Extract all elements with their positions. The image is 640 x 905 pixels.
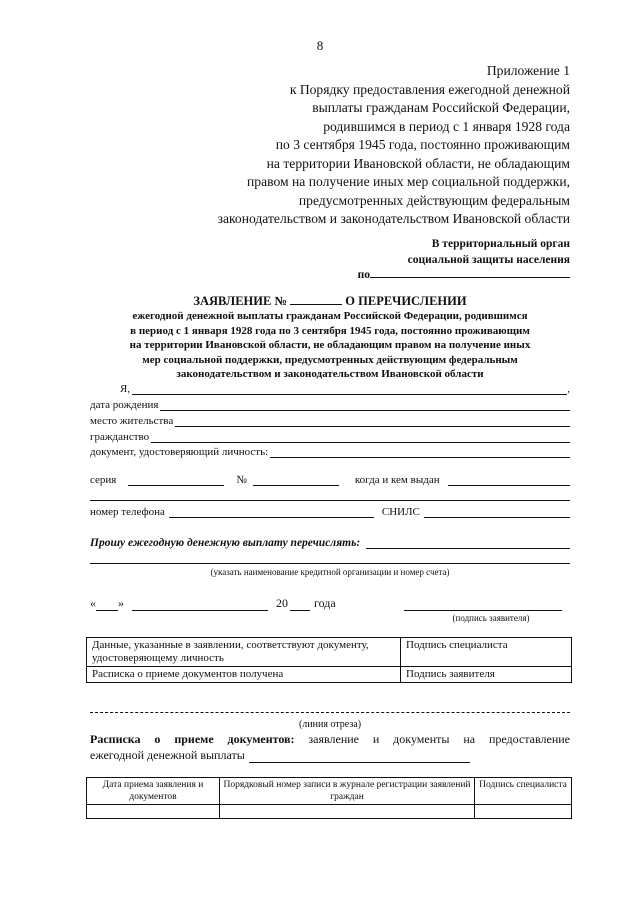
appendix-header	[150, 62, 570, 229]
id-doc-label: документ, удостоверяющий личность:	[90, 446, 269, 458]
passport-continuation-line[interactable]	[90, 500, 570, 501]
bank-hint: (указать наименование кредитной организации и номер счета)	[210, 567, 450, 577]
receipt-signature-header: Подпись специалиста	[475, 778, 572, 805]
comma-label: ,	[567, 383, 570, 395]
title-sub-line: законодательством и законодательством Ивановской области	[176, 368, 484, 380]
birth-date-field[interactable]	[90, 399, 570, 411]
appendix-line: выплаты гражданам Российской Федерации,	[312, 100, 570, 115]
snils-label: СНИЛС	[381, 506, 420, 518]
cut-line-label: (линия отреза)	[298, 719, 362, 730]
title-main-right: О ПЕРЕЧИСЛЕНИИ	[345, 294, 467, 308]
passport-row	[90, 474, 570, 486]
addressee-line: социальной защиты населения	[407, 254, 570, 266]
receipt-signature-cell[interactable]	[475, 805, 572, 819]
addressee-block	[270, 236, 570, 268]
page-number: 8	[316, 38, 324, 53]
id-document-field[interactable]	[90, 446, 570, 458]
appendix-line: к Порядку предоставления ежегодной денежной	[289, 81, 570, 97]
receipt-register-cell[interactable]	[220, 805, 475, 819]
po-label: по	[357, 269, 370, 281]
request-label: Прошу ежегодную денежную выплату перечислять:	[90, 537, 361, 549]
residence-label: место жительства	[90, 415, 174, 427]
quote-open: «	[90, 596, 96, 610]
receipt-heading	[90, 732, 570, 747]
receipt-date-header: Дата приема заявления и документов	[87, 778, 220, 805]
issued-field[interactable]	[448, 474, 570, 486]
birth-label: дата рождения	[90, 399, 159, 411]
phone-snils-row	[90, 506, 570, 518]
receipt-bold: Расписка о приеме документов:	[90, 732, 295, 746]
appendix-line: по 3 сентября 1945 года, постоянно проживающим	[275, 137, 570, 152]
month-field[interactable]	[132, 599, 268, 611]
addressee-po-field[interactable]	[358, 266, 570, 281]
bank-details-line[interactable]	[90, 563, 570, 564]
year-prefix: 20	[276, 596, 288, 610]
citizenship-label: гражданство	[90, 431, 150, 443]
appendix-line: правом на получение иных мер социальной поддержки,	[247, 174, 570, 189]
day-field[interactable]	[96, 599, 118, 611]
appendix-line: Приложение 1	[486, 63, 570, 78]
title-sub-line: на территории Ивановской области, не обладающим правом на получение иных	[129, 339, 531, 351]
residence-field[interactable]	[90, 415, 570, 427]
citizenship-field[interactable]	[90, 431, 570, 443]
applicant-signature-field[interactable]	[404, 599, 562, 611]
receipt-line2-label: ежегодной денежной выплаты	[90, 748, 245, 762]
number-label: №	[236, 474, 247, 486]
series-label: серия	[90, 474, 117, 486]
year-word: года	[314, 596, 336, 610]
snils-field[interactable]	[424, 506, 570, 518]
quote-close: »	[118, 596, 124, 610]
series-field[interactable]	[128, 474, 224, 486]
phone-label: номер телефона	[90, 506, 165, 518]
title-sub-line: мер социальной поддержки, предусмотренных действующим федеральным	[142, 353, 518, 366]
addressee-line: В территориальный орган	[431, 238, 570, 250]
ya-label: Я,	[120, 383, 131, 395]
request-field[interactable]	[90, 537, 570, 549]
title-sub-line: в период с 1 января 1928 года по 3 сентября 1945 года, постоянно проживающим	[130, 324, 530, 337]
date-signature-row	[90, 596, 570, 611]
appendix-line: родившимся в период с 1 января 1928 года	[323, 118, 570, 134]
verification-table	[86, 637, 572, 683]
appendix-line: предусмотренных действующим федеральным	[298, 192, 570, 208]
receipt-date-cell[interactable]	[87, 805, 220, 819]
specialist-signature-cell[interactable]: Подпись специалиста	[401, 638, 572, 667]
verify-data-cell: Данные, указанные в заявлении, соответствуют документу, удостоверяющему личность	[87, 638, 401, 667]
title-sub-line: ежегодной денежной выплаты гражданам Российской Федерации, родившимся	[132, 310, 528, 322]
receipt-received-cell: Расписка о приеме документов получена	[87, 667, 401, 683]
year-field[interactable]	[290, 599, 310, 611]
receipt-text: заявление и документы на предоставление	[308, 732, 570, 746]
name-field[interactable]	[90, 383, 570, 395]
title-main-left: ЗАЯВЛЕНИЕ №	[193, 294, 288, 308]
appendix-line: на территории Ивановской области, не обладающим	[266, 155, 570, 171]
cut-line	[90, 712, 570, 713]
number-field[interactable]	[253, 474, 339, 486]
signature-hint: (подпись заявителя)	[452, 613, 530, 623]
application-number-field[interactable]	[290, 294, 342, 305]
applicant-signature-cell[interactable]: Подпись заявителя	[401, 667, 572, 683]
receipt-table	[86, 777, 572, 819]
issued-label: когда и кем выдан	[354, 474, 440, 486]
receipt-register-header: Порядковый номер записи в журнале регистрации заявлений граждан	[220, 778, 475, 805]
receipt-line2[interactable]	[90, 748, 470, 763]
document-title	[80, 293, 580, 382]
appendix-line: законодательством и законодательством Ивановской области	[217, 211, 570, 226]
phone-field[interactable]	[169, 506, 374, 518]
